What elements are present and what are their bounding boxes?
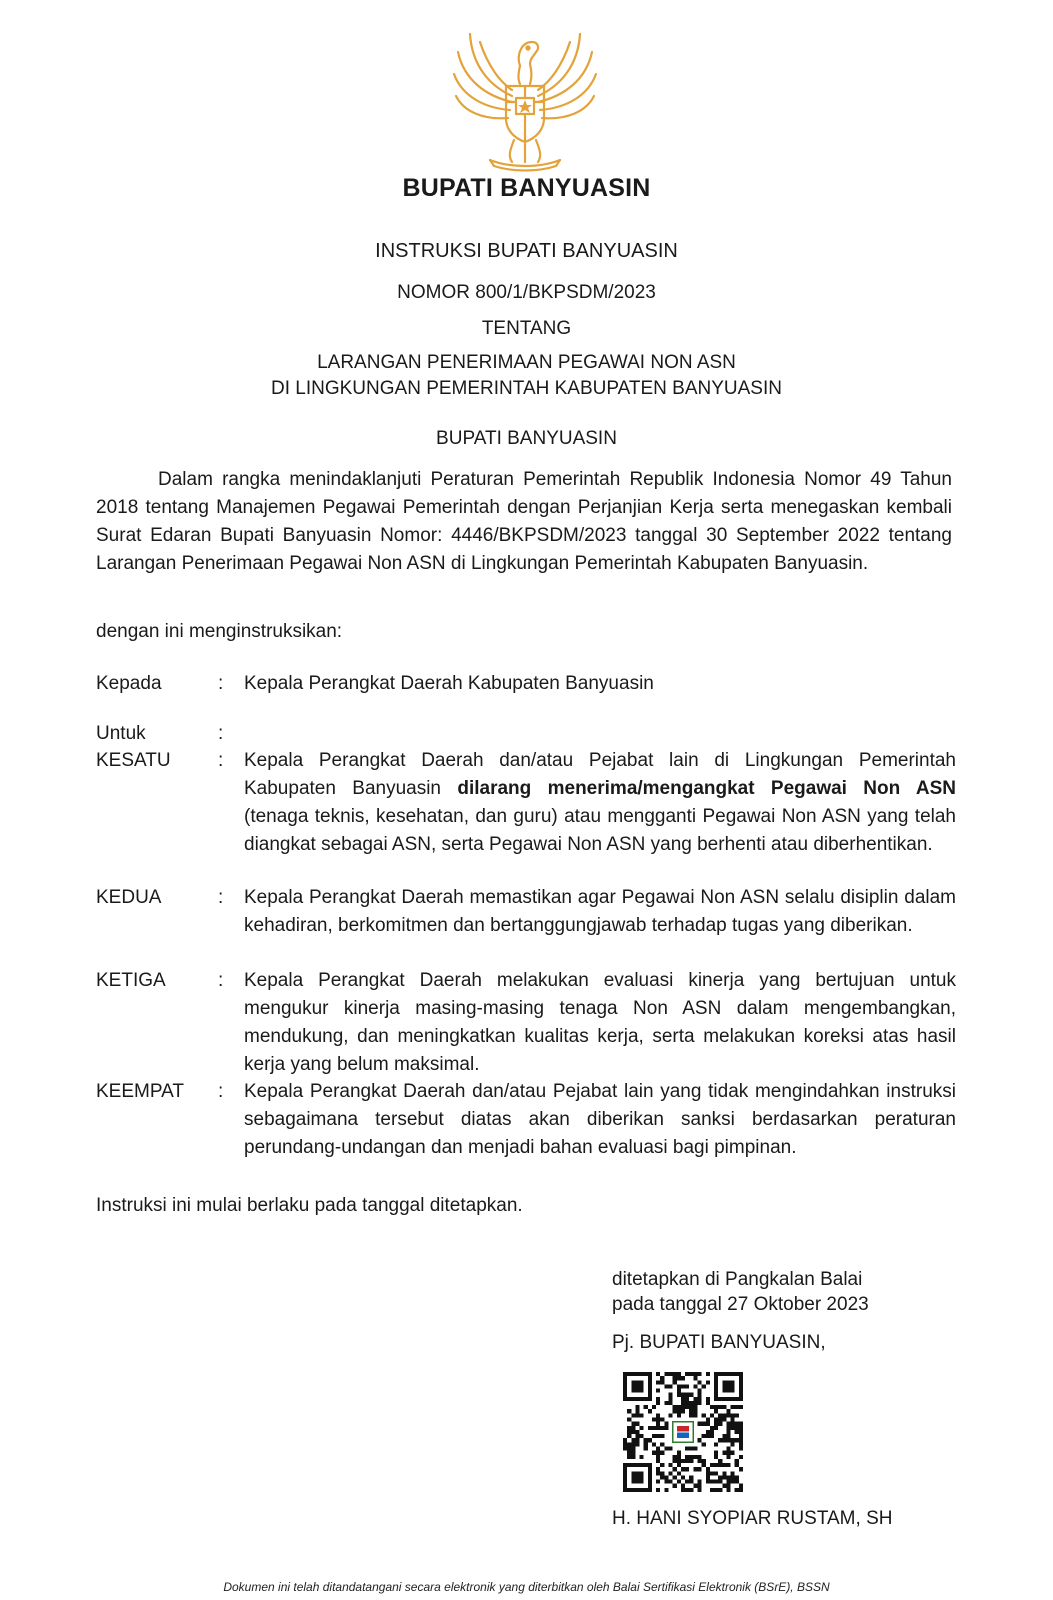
about-label: TENTANG (481, 318, 572, 339)
signature-place-date (612, 1267, 869, 1317)
kepada-label: Kepada (96, 673, 162, 694)
kesatu-label: KESATU (96, 750, 171, 771)
electronic-signature-note: Dokumen ini telah ditandatangani secara elektronik yang diterbitkan oleh Balai Sertifikasi Elektronik (BSrE), BSSN (223, 1580, 830, 1594)
kedua-text: Kepala Perangkat Daerah memastikan agar Pegawai Non ASN selalu disiplin dalam kehadiran, berkomitmen dan bertanggungjawab terhadap tugas yang diberikan. (244, 887, 956, 936)
kedua-label: KEDUA (96, 887, 162, 908)
kesatu-text-post: (tenaga teknis, kesehatan, dan guru) atau mengganti Pegawai Non ASN yang telah diangkat sebagai ASN, serta Pegawai Non ASN yang berhenti atau diberhentikan. (244, 806, 956, 855)
keempat-text: Kepala Perangkat Daerah dan/atau Pejabat lain yang tidak mengindahkan instruksi sebagaimana tersebut diatas akan diberikan sanksi berdasarkan peraturan perundang-undangan dan menjadi bahan evaluasi bagi pimpinan. (244, 1081, 956, 1158)
untuk-label: Untuk (96, 723, 146, 744)
colon: : (218, 673, 224, 694)
subject-line-2: DI LINGKUNGAN PEMERINTAH KABUPATEN BANYUASIN (271, 378, 782, 399)
signature-place: ditetapkan di Pangkalan Balai (612, 1269, 863, 1290)
colon: : (218, 723, 224, 744)
colon: : (218, 750, 224, 771)
signatory-name: H. HANI SYOPIAR RUSTAM, SH (612, 1508, 893, 1529)
ketiga-text: Kepala Perangkat Daerah melakukan evaluasi kinerja yang bertujuan untuk mengukur kinerja masing-masing tenaga Non ASN dalam mengembangkan, mendukung, dan meningkatkan kualitas kerja, serta melakukan koreksi atas hasil kerja yang belum maksimal. (244, 970, 956, 1075)
instruction-intro: dengan ini menginstruksikan: (96, 621, 343, 642)
qr-code-icon (623, 1372, 743, 1492)
document-type: INSTRUKSI BUPATI BANYUASIN (375, 240, 678, 262)
closing-statement: Instruksi ini mulai berlaku pada tanggal ditetapkan. (96, 1195, 523, 1216)
document-title: BUPATI BANYUASIN (402, 174, 651, 202)
signature-position: Pj. BUPATI BANYUASIN, (612, 1332, 826, 1353)
kesatu-text-bold: dilarang menerima/mengangkat Pegawai Non ASN (457, 778, 956, 799)
kepada-text: Kepala Perangkat Daerah Kabupaten Banyuasin (244, 673, 654, 694)
document-number: NOMOR 800/1/BKPSDM/2023 (397, 282, 656, 303)
colon: : (218, 887, 224, 908)
preamble-paragraph: Dalam rangka menindaklanjuti Peraturan Pemerintah Republik Indonesia Nomor 49 Tahun 2018 tentang Manajemen Pegawai Pemerintah dengan Perjanjian Kerja serta menegaskan kembali Surat Edaran Bupati Banyuasin Nomor: 4446/BKPSDM/2023 tanggal 30 September 2022 tentang Larangan Penerimaan Pegawai Non ASN di Lingkungan Pemerintah Kabupaten Banyuasin. (96, 469, 952, 574)
ketiga-label: KETIGA (96, 970, 166, 991)
keempat-label: KEEMPAT (96, 1081, 184, 1102)
garuda-emblem-icon (450, 26, 600, 174)
issuer-heading: BUPATI BANYUASIN (436, 428, 617, 449)
kesatu-text (244, 747, 956, 859)
kesatu-text-pre: Kepala Perangkat Daerah dan/atau Pejabat lain di Lingkungan Pemerintah Kabupaten Banyuasin (244, 750, 956, 799)
colon: : (218, 970, 224, 991)
colon: : (218, 1081, 224, 1102)
signature-date: pada tanggal 27 Oktober 2023 (612, 1294, 869, 1315)
subject-title (0, 350, 1053, 402)
subject-line-1: LARANGAN PENERIMAAN PEGAWAI NON ASN (317, 352, 736, 373)
